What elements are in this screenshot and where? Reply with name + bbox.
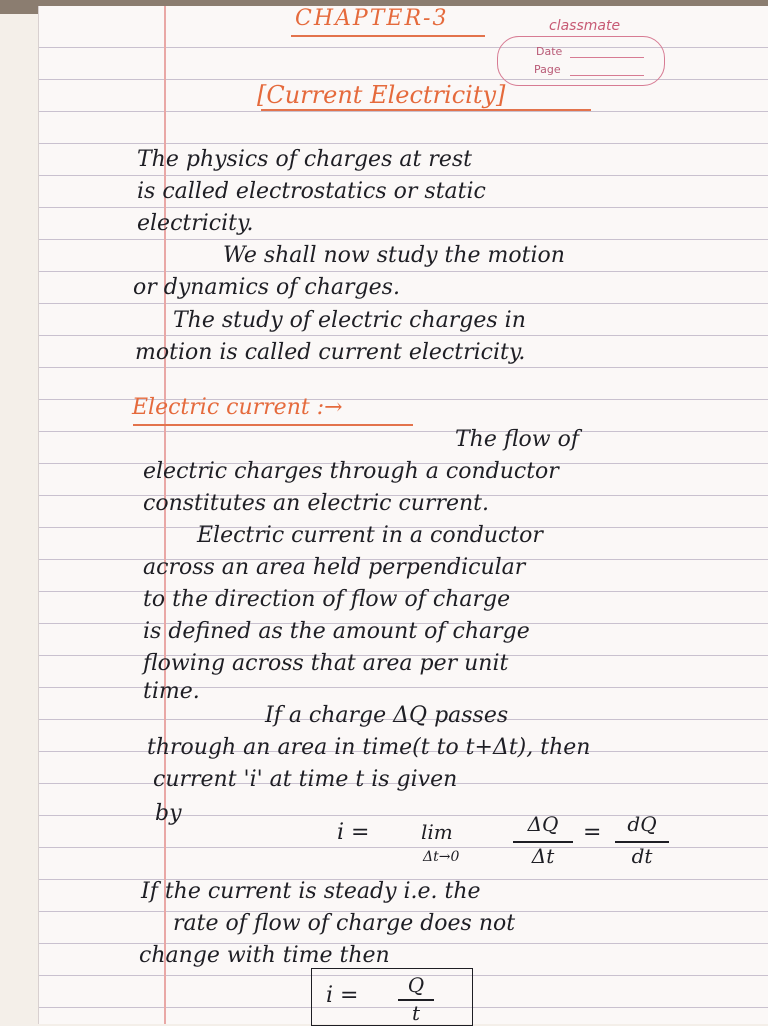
title-underline (261, 109, 591, 111)
brand-logo: classmate (549, 18, 621, 34)
formula-lhs: i = (326, 983, 359, 1008)
text-line: If a charge ΔQ passes (265, 703, 509, 728)
text-line: current 'i' at time t is given (153, 767, 458, 792)
fraction-bar (615, 841, 669, 843)
text-line: through an area in time(t to t+Δt), then (147, 735, 591, 760)
text-line: time. (143, 679, 200, 704)
formula-lim: lim (421, 820, 453, 844)
text-line: rate of flow of charge does not (173, 911, 516, 936)
date-page-stamp (497, 36, 665, 86)
text-line: or dynamics of charges. (133, 275, 400, 300)
formula-lim-subscript: Δt→0 (423, 849, 460, 865)
chapter-underline (291, 35, 485, 37)
fraction-numerator: ΔQ (527, 812, 559, 836)
text-line: change with time then (139, 943, 390, 968)
text-line: electric charges through a conductor (143, 459, 559, 484)
text-line: The study of electric charges in (173, 308, 526, 333)
text-line: Electric current in a conductor (197, 523, 543, 548)
text-line: across an area held perpendicular (143, 555, 526, 580)
text-line: constitutes an electric current. (143, 491, 489, 516)
text-line: If the current is steady i.e. the (141, 879, 481, 904)
text-line: by (155, 801, 182, 826)
chapter-heading: CHAPTER-3 (295, 6, 449, 31)
text-line: is called electrostatics or static (137, 179, 486, 204)
fraction-numerator: dQ (627, 812, 657, 836)
stamp-page-line (570, 75, 644, 76)
text-line: The flow of (455, 427, 579, 452)
section-heading: Electric current :→ (132, 395, 343, 420)
fraction-denominator: Δt (531, 844, 555, 868)
text-line: flowing across that area per unit (143, 651, 509, 676)
section-underline (133, 424, 413, 426)
formula-lhs: i = (337, 820, 370, 845)
stamp-page-label: Page (534, 63, 561, 76)
fraction-denominator: dt (631, 844, 653, 868)
stamp-date-line (570, 57, 644, 58)
fraction-numerator: Q (407, 973, 425, 997)
fraction-bar (513, 841, 573, 843)
text-line: motion is called current electricity. (135, 340, 526, 365)
text-line: is defined as the amount of charge (143, 619, 530, 644)
boxed-formula (311, 968, 473, 1026)
text-line: The physics of charges at rest (137, 147, 472, 172)
equals-sign: = (583, 820, 602, 845)
notebook-page (38, 6, 768, 1024)
page-title: [Current Electricity] (257, 81, 506, 109)
text-line: We shall now study the motion (223, 243, 565, 268)
text-line: to the direction of flow of charge (143, 587, 511, 612)
text-line: electricity. (137, 211, 254, 236)
stamp-date-label: Date (536, 45, 563, 58)
fraction-denominator: t (411, 1001, 421, 1025)
